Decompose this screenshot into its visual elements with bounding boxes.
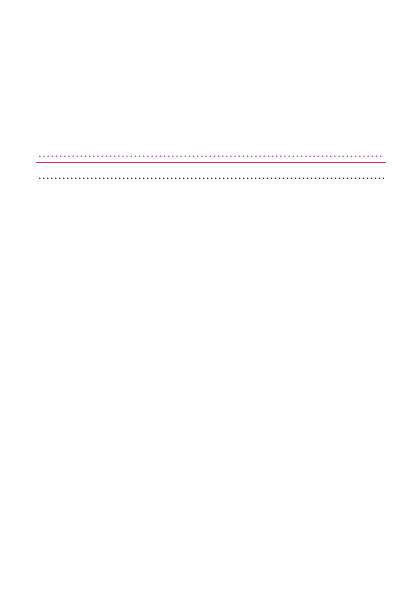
subsection-heading[interactable] bbox=[36, 168, 386, 184]
section-underline bbox=[36, 162, 386, 163]
subsection-leader bbox=[38, 168, 384, 184]
section-heading[interactable] bbox=[36, 145, 386, 161]
section-leader bbox=[38, 145, 384, 161]
